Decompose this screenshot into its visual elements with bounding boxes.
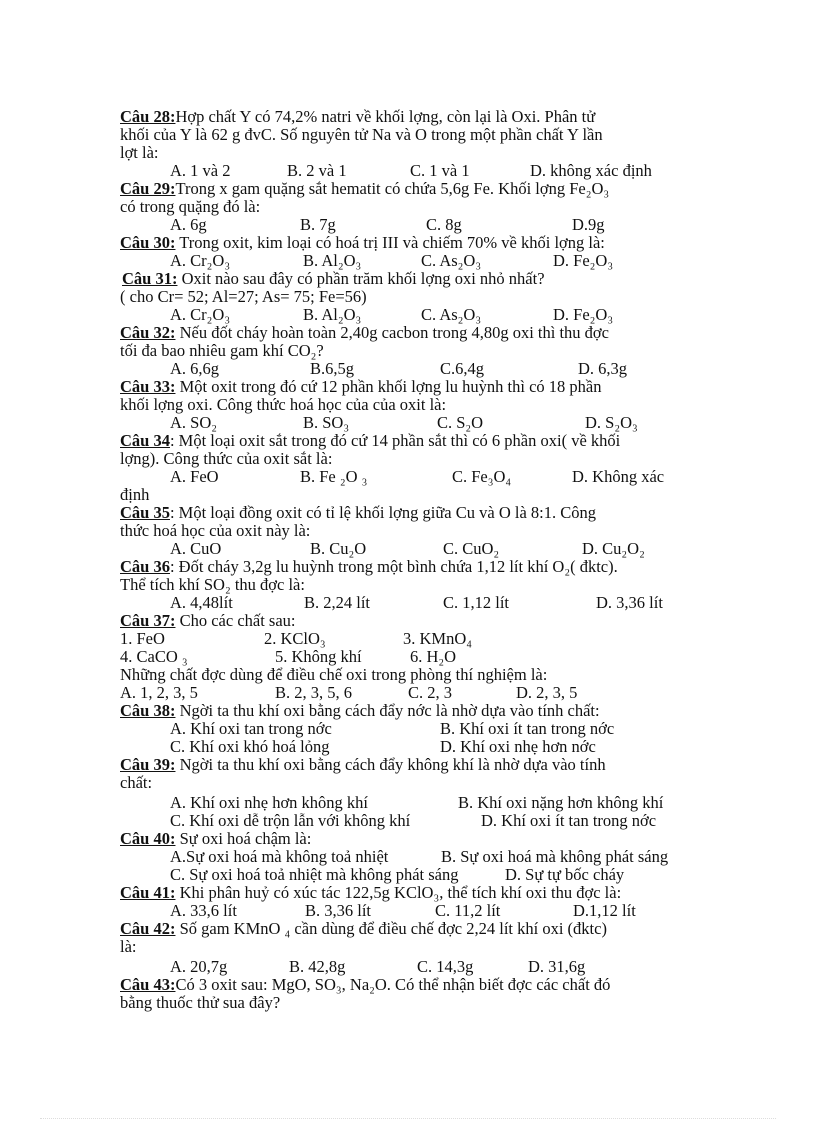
text-line — [0, 108, 816, 126]
text-line — [0, 162, 816, 180]
answer-option: B. Fe ₂O ₃ — [300, 467, 368, 486]
answer-option: C. 11,2 lít — [435, 901, 501, 920]
answer-option: B. Al₂O₃ — [303, 251, 362, 270]
answer-option: 4. CaCO ₃ — [120, 647, 188, 666]
question-text: Thể tích khí SO₂ thu đợc là: — [120, 575, 305, 594]
text-line — [0, 994, 816, 1012]
text-line — [0, 342, 816, 360]
answer-option: 2. KClO₃ — [264, 629, 326, 648]
text-line — [0, 360, 816, 378]
answer-option: A. 6g — [170, 215, 207, 234]
answer-option: A.Sự oxi hoá mà không toả nhiệt — [170, 847, 389, 866]
question-text: định — [120, 485, 150, 504]
answer-option: B. 42,8g — [289, 957, 346, 976]
text-line — [0, 306, 816, 324]
answer-option: A. 1 và 2 — [170, 161, 231, 180]
question-number-label: Câu 40: — [120, 829, 176, 848]
text-line — [0, 938, 816, 956]
text-line — [0, 612, 816, 630]
answer-option: B. 2, 3, 5, 6 — [275, 683, 353, 702]
text-line — [0, 684, 816, 702]
text-line — [0, 774, 816, 792]
text-line — [0, 396, 816, 414]
answer-option: A. SO₂ — [170, 413, 218, 432]
question-number-label: Câu 32: — [120, 323, 176, 342]
question-number-label: Câu 29: — [120, 179, 176, 198]
answer-option: B. Cu₂O — [310, 539, 367, 558]
text-line — [0, 738, 816, 756]
text-line — [0, 666, 816, 684]
question-line: Câu 33: Một oxit trong đó cứ 12 phần khối lợng lu huỳnh thì có 18 phần — [120, 377, 602, 396]
text-line — [0, 324, 816, 342]
question-text: tối đa bao nhiêu gam khí CO₂? — [120, 341, 324, 360]
answer-option: 6. H₂O — [410, 647, 457, 666]
answer-option: A. Khí oxi nhẹ hơn không khí — [170, 793, 369, 812]
text-line — [0, 540, 816, 558]
question-text: bằng thuốc thử sua đây? — [120, 993, 281, 1012]
text-line — [0, 976, 816, 994]
question-number-label: Câu 37: — [120, 611, 176, 630]
answer-option: C. As₂O₃ — [421, 305, 482, 324]
answer-option: B. 3,36 lít — [305, 901, 372, 920]
question-line: Câu 39: Ngời ta thu khí oxi bằng cách đẩy không khí là nhờ dựa vào tính — [120, 755, 606, 774]
text-line — [0, 848, 816, 866]
question-number-label: Câu 28: — [120, 107, 176, 126]
answer-option: B.6,5g — [310, 359, 355, 378]
question-line: Câu 30: Trong oxit, kim loại có hoá trị III và chiếm 70% về khối lợng là: — [120, 233, 605, 252]
page-bottom-divider — [40, 1118, 776, 1119]
question-text: có trong quặng đó là: — [120, 197, 261, 216]
text-line — [0, 216, 816, 234]
question-line: Câu 32: Nếu đốt cháy hoàn toàn 2,40g cacbon trong 4,80g oxi thì thu đợc — [120, 323, 609, 342]
question-line: Câu 31: Oxit nào sau đây có phần trăm khối lợng oxi nhỏ nhất? — [122, 269, 545, 288]
answer-option: C. Khí oxi dễ trộn lẫn với không khí — [170, 811, 411, 830]
answer-option: C. CuO₂ — [443, 539, 500, 558]
answer-option: D. Cu₂O₂ — [582, 539, 645, 558]
text-line — [0, 830, 816, 848]
answer-option: C. 14,3g — [417, 957, 474, 976]
text-line — [0, 630, 816, 648]
answer-option: C. S₂O — [437, 413, 484, 432]
text-line — [0, 180, 816, 198]
answer-option: A. FeO — [170, 467, 219, 486]
answer-option: A. CuO — [170, 539, 222, 558]
question-text: khối của Y là 62 g đvC. Số nguyên tử Na và O trong một phần chất Y lần — [120, 125, 603, 144]
question-number-label: Câu 36 — [120, 557, 170, 576]
question-line: Câu 38: Ngời ta thu khí oxi bằng cách đẩy nớc là nhờ dựa vào tính chất: — [120, 701, 600, 720]
text-line — [0, 648, 816, 666]
answer-option: C. 1 và 1 — [410, 161, 470, 180]
question-number-label: Câu 43: — [120, 975, 176, 994]
answer-option: D. Không xác — [572, 467, 665, 486]
text-line — [0, 126, 816, 144]
answer-option: D. không xác định — [530, 161, 652, 180]
question-line: Câu 29:Trong x gam quặng sắt hematit có chứa 5,6g Fe. Khối lợng Fe₂O₃ — [120, 179, 610, 198]
text-line — [0, 756, 816, 774]
question-number-label: Câu 39: — [120, 755, 176, 774]
text-line — [0, 486, 816, 504]
answer-option: D. 2, 3, 5 — [516, 683, 578, 702]
answer-option: B. SO₃ — [303, 413, 350, 432]
text-line — [0, 902, 816, 920]
text-line — [0, 234, 816, 252]
answer-option: A. 6,6g — [170, 359, 220, 378]
text-line — [0, 522, 816, 540]
question-text: ( cho Cr= 52; Al=27; As= 75; Fe=56) — [120, 287, 367, 306]
answer-option: D. Khí oxi ít tan trong nớc — [481, 811, 657, 830]
text-line — [0, 504, 816, 522]
answer-option: D. 6,3g — [578, 359, 628, 378]
question-number-label: Câu 34 — [120, 431, 170, 450]
answer-option: B. Sự oxi hoá mà không phát sáng — [441, 847, 669, 866]
answer-option: A. Khí oxi tan trong nớc — [170, 719, 332, 738]
answer-option: D.1,12 lít — [573, 901, 636, 920]
question-number-label: Câu 38: — [120, 701, 176, 720]
answer-option: C. 1,12 lít — [443, 593, 510, 612]
text-line — [0, 432, 816, 450]
question-text: Những chất đợc dùng để điều chế oxi trong phòng thí nghiệm là: — [120, 665, 548, 684]
answer-option: D. 31,6g — [528, 957, 586, 976]
answer-option: D. Fe₂O₃ — [553, 251, 614, 270]
answer-option: A. 33,6 lít — [170, 901, 237, 920]
text-line — [0, 198, 816, 216]
text-line — [0, 576, 816, 594]
question-number-label: Câu 31: — [122, 269, 178, 288]
text-line — [0, 252, 816, 270]
text-line — [0, 450, 816, 468]
text-line — [0, 270, 816, 288]
answer-option: A. 4,48lít — [170, 593, 233, 612]
answer-option: D. S₂O₃ — [585, 413, 638, 432]
answer-option: A. Cr₂O₃ — [170, 251, 231, 270]
answer-option: D. Sự tự bốc cháy — [505, 865, 625, 884]
answer-option: C. As₂O₃ — [421, 251, 482, 270]
question-text: chất: — [120, 773, 153, 792]
question-text: là: — [120, 937, 137, 956]
question-number-label: Câu 42: — [120, 919, 176, 938]
question-line: Câu 40: Sự oxi hoá chậm là: — [120, 829, 312, 848]
text-line — [0, 866, 816, 884]
text-line — [0, 920, 816, 938]
question-line: Câu 28:Hợp chất Y có 74,2% natri về khối lợng, còn lại là Oxi. Phân tử — [120, 107, 596, 126]
answer-option: D.9g — [572, 215, 605, 234]
question-number-label: Câu 33: — [120, 377, 176, 396]
question-text: khối lợng oxi. Công thức hoá học của của oxit là: — [120, 395, 447, 414]
answer-option: C.6,4g — [440, 359, 485, 378]
text-line — [0, 594, 816, 612]
text-line — [0, 884, 816, 902]
answer-option: B. Khí oxi ít tan trong nớc — [440, 719, 615, 738]
answer-option: A. 1, 2, 3, 5 — [120, 683, 198, 702]
question-line: Câu 43:Có 3 oxit sau: MgO, SO₃, Na₂O. Có thể nhận biết đợc các chất đó — [120, 975, 611, 994]
text-line — [0, 468, 816, 486]
answer-option: 5. Không khí — [275, 647, 362, 666]
text-line — [0, 958, 816, 976]
answer-option: C. Fe₃O₄ — [452, 467, 512, 486]
question-number-label: Câu 30: — [120, 233, 176, 252]
question-line: Câu 37: Cho các chất sau: — [120, 611, 296, 630]
answer-option: B. Al₂O₃ — [303, 305, 362, 324]
question-line: Câu 34: Một loại oxit sắt trong đó cứ 14 phần sắt thì có 6 phần oxi( về khối — [120, 431, 621, 450]
question-line: Câu 42: Số gam KMnO ₄ cần dùng để điều chế đợc 2,24 lít khí oxi (đktc) — [120, 919, 607, 938]
answer-option: D. 3,36 lít — [596, 593, 663, 612]
text-line — [0, 812, 816, 830]
text-line — [0, 414, 816, 432]
text-line — [0, 702, 816, 720]
text-line — [0, 720, 816, 738]
answer-option: C. Khí oxi khó hoá lỏng — [170, 737, 330, 756]
text-line — [0, 144, 816, 162]
question-text: lợng). Công thức của oxit sắt là: — [120, 449, 333, 468]
answer-option: B. 2 và 1 — [287, 161, 347, 180]
answer-option: B. 2,24 lít — [304, 593, 371, 612]
answer-option: C. 8g — [426, 215, 462, 234]
answer-option: A. Cr₂O₃ — [170, 305, 231, 324]
question-line: Câu 35: Một loại đồng oxit có tỉ lệ khối lợng giữa Cu và O là 8:1. Công — [120, 503, 596, 522]
answer-option: C. 2, 3 — [408, 683, 453, 702]
answer-option: B. 7g — [300, 215, 336, 234]
question-line: Câu 41: Khi phân huỷ có xúc tác 122,5g KClO₃, thể tích khí oxi thu đợc là: — [120, 883, 622, 902]
question-line: Câu 36: Đốt cháy 3,2g lu huỳnh trong một bình chứa 1,12 lít khí O₂( đktc). — [120, 557, 618, 576]
text-line — [0, 288, 816, 306]
question-text: lợt là: — [120, 143, 159, 162]
question-text: thức hoá học của oxit này là: — [120, 521, 311, 540]
answer-option: B. Khí oxi nặng hơn không khí — [458, 793, 664, 812]
answer-option: 1. FeO — [120, 629, 165, 648]
question-number-label: Câu 35 — [120, 503, 170, 522]
text-line — [0, 378, 816, 396]
text-line — [0, 794, 816, 812]
answer-option: D. Fe₂O₃ — [553, 305, 614, 324]
question-number-label: Câu 41: — [120, 883, 176, 902]
answer-option: A. 20,7g — [170, 957, 228, 976]
answer-option: 3. KMnO₄ — [403, 629, 473, 648]
answer-option: D. Khí oxi nhẹ hơn nớc — [440, 737, 596, 756]
answer-option: C. Sự oxi hoá toả nhiệt mà không phát sáng — [170, 865, 459, 884]
text-line — [0, 558, 816, 576]
